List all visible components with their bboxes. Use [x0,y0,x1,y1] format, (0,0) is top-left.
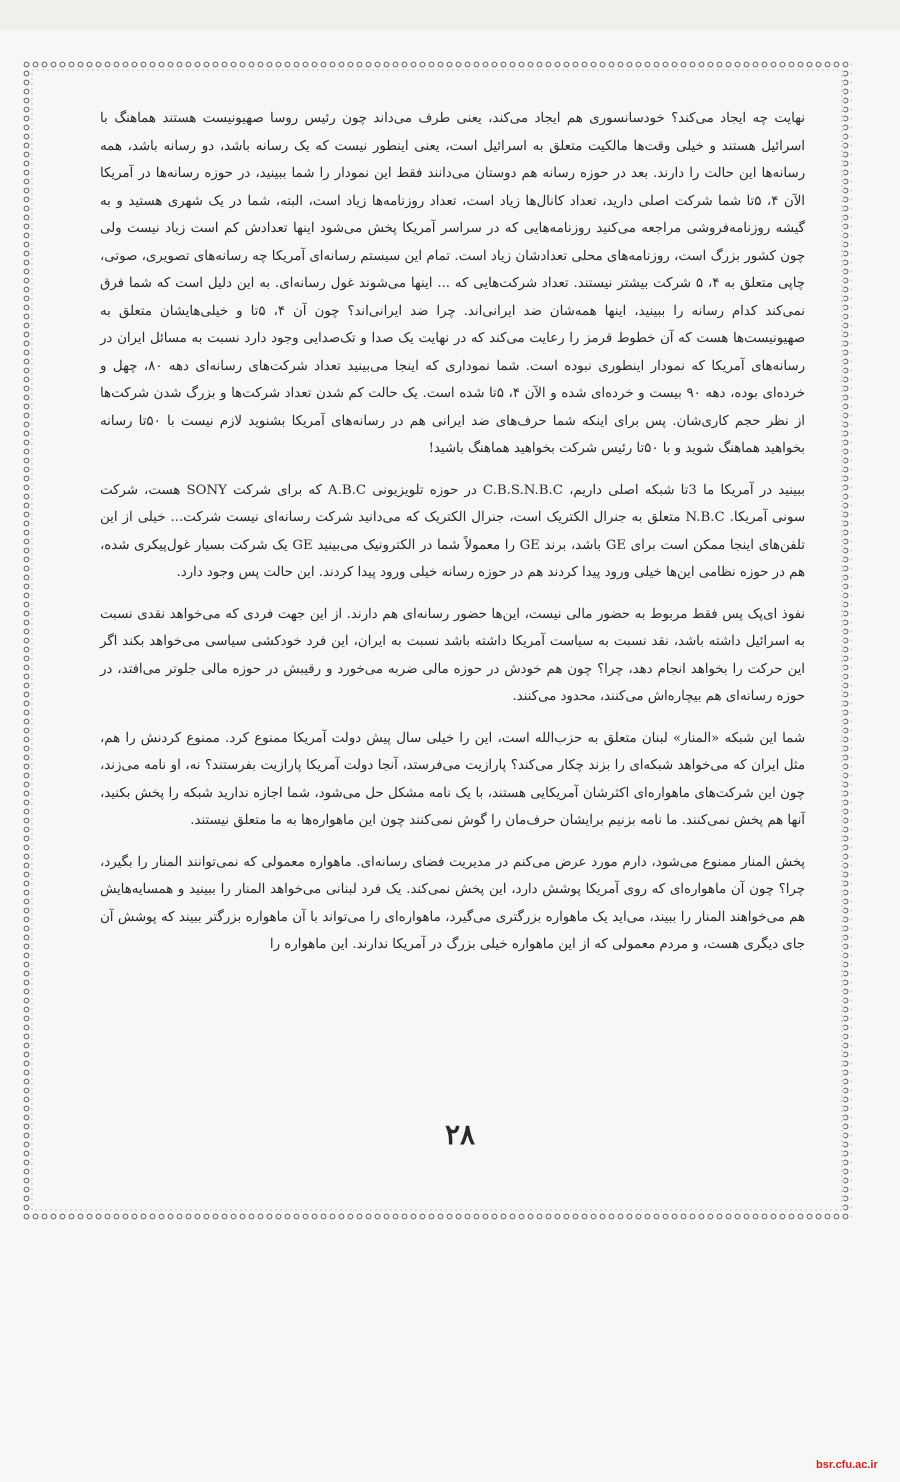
paragraph-1: نهایت چه ایجاد می‌کند؟ خودسانسوری هم ایجاد می‌کند، یعنی طرف می‌داند چون رئیس روسا صهیونیست هستند هماهنگ با اسرائیل هستند و خیلی وقت‌ها مالکیت متعلق به اسرائیل است، یعنی اینطور نیست که یک رسانه باشد، دو رسانه باشد، همه رسانه‌ها این حالت را دارند. بعد در حوزه رسانه هم دوستان می‌دانند فقط این نمودار را شما ببینید، در حوزه رسانه‌ها در آمریکا الآن ۴، ۵تا شما شرکت اصلی دارید، تعداد کانال‌ها زیاد است، تعداد روزنامه‌ها زیاد است، البته، شما در یک شهری هستید و به گیشه روزنامه‌فروشی مراجعه می‌کنید روزنامه‌هایی که در سراسر آمریکا پخش می‌شود اینها تعدادش کم است زیاد نیست ولی چون کشور بزرگ است، روزنامه‌های محلی تعدادشان زیاد است. تمام این سیستم رسانه‌ای آمریکا چه رسانه‌های تصویری، صوتی، چاپی متعلق به ۴، ۵ شرکت بیشتر نیستند. تعداد شرکت‌هایی که ... اینها می‌شوند غول رسانه‌ای. به این دلیل است که شما فرق نمی‌کند کدام رسانه را ببینید، اینها همه‌شان ضد ایرانی‌اند. چرا ضد ایرانی‌اند؟ چون آن ۴، ۵تا و خیلی‌هایشان متعلق به صهیونیست‌ها هست که آن خطوط قرمز را رعایت می‌کند که در نهایت یک صدا و تک‌صدایی وجود دارد نسبت به مسائل ایران در رسانه‌های آمریکا که نمودار اینطوری نبوده است. شما نموداری که اینجا می‌بینید تعداد شرکت‌های رسانه‌ای دهه ۸۰، چهل و خرده‌ای بوده، دهه ۹۰ بیست و خرده‌ای شده و الآن ۴، ۵تا شده است. یک حالت کم شدن تعداد شرکت‌ها و بزرگ شدن شرکت‌ها از نظر حجم کاری‌شان. پس برای اینکه شما حرف‌های ضد ایرانی هم در رسانه‌های آمریکا بشنوید لازم نیست با ۵۰تا رسانه بخواهید هماهنگ شوید و با ۵۰تا رئیس شرکت بخواهید هماهنگ باشید! [100,111,805,456]
source-watermark: bsr.cfu.ac.ir [816,1459,878,1471]
paragraph-5: پخش المنار ممنوع می‌شود، دارم مورد عرض می‌کنم در مدیریت فضای رسانه‌ای. ماهواره معمولی که نمی‌توانند المنار را بگیرد، چرا؟ چون آن ماهواره‌ای که روی آمریکا پوشش دارد، این پخش نمی‌کند. یک فرد لبنانی می‌خواهد المنار را ببینید و همسایه‌هایش هم می‌خواهند المنار را ببیند، می‌اید یک ماهواره بزرگتری می‌گیرد، ماهواره‌ای را می‌تواند با آن ماهواره بزرگتر ببیند که پوشش آن جای دیگری هست، و مردم معمولی که از این ماهواره خیلی بزرگ در آمریکا ندارند. این ماهواره را [100,854,805,952]
paragraph-3: نفوذ ای‌پک پس فقط مربوط به حضور مالی نیست، این‌ها حضور رسانه‌ای هم دارند. از این جهت فردی که می‌خواهد نقدی نسبت به اسرائیل داشته باشد، نقد نسبت به سیاست آمریکا داشته باشد نسبت به ایران، این فرد خودکشی سیاسی می‌خواهد بکند اگر این حرکت را بخواهد انجام دهد، چرا؟ چون هم خودش در حوزه مالی ضربه می‌خورد و رقیبش در حوزه مالی جلوتر می‌افتد، در حوزه رسانه‌ای هم بیچاره‌اش می‌کنند، محدود می‌کنند. [100,606,805,704]
page-number: ۲۸ [444,1118,476,1151]
paragraph-4: شما این شبکه «المنار» لبنان متعلق به حزب‌الله است، این را خیلی سال پیش دولت آمریکا ممنوع کرد. ممنوع کردنش را هم، مثل ایران که می‌خواهد شبکه‌ای را بزند چکار می‌کند؟ پارازیت می‌فرستد، آنجا دولت آمریکا پارازیت بفرستند؟ نه، او نامه می‌زند، چون این شرکت‌های ماهواره‌ای اکثرشان آمریکایی هستند، با یک نامه مشکل حل می‌شود، شما اجازه ندارید شبکه را پخش بکنید، آنها هم پخش نمی‌کنند. ما نامه بزنیم برایشان حرف‌مان را گوش نمی‌کنند چون این ماهواره‌ها به ما متعلق نیستند. [100,730,805,828]
page-body [100,105,805,1145]
paragraph-2: ببینید در آمریکا ما 3تا شبکه اصلی داریم، C.B.S.N.B.C در حوزه تلویزیونی A.B.C که برای شرکت SONY هست، شرکت سونی آمریکا. N.B.C متعلق به جنرال الکتریک است، جنرال الکتریک که می‌دانید شرکت رسانه‌ای نیست شرکت... خیلی از این تلفن‌های اینجا ممکن است برای GE باشد، برند GE را معمولاً شما در الکترونیک می‌بینید GE یک شرکت بسیار غول‌پیکری شده، هم در حوزه نظامی این‌ها خیلی ورود پیدا کردند هم در حوزه رسانه خیلی ورود پیدا کردند. این حالت پس وجود دارد. [100,482,805,580]
scan-top-edge [0,0,900,30]
